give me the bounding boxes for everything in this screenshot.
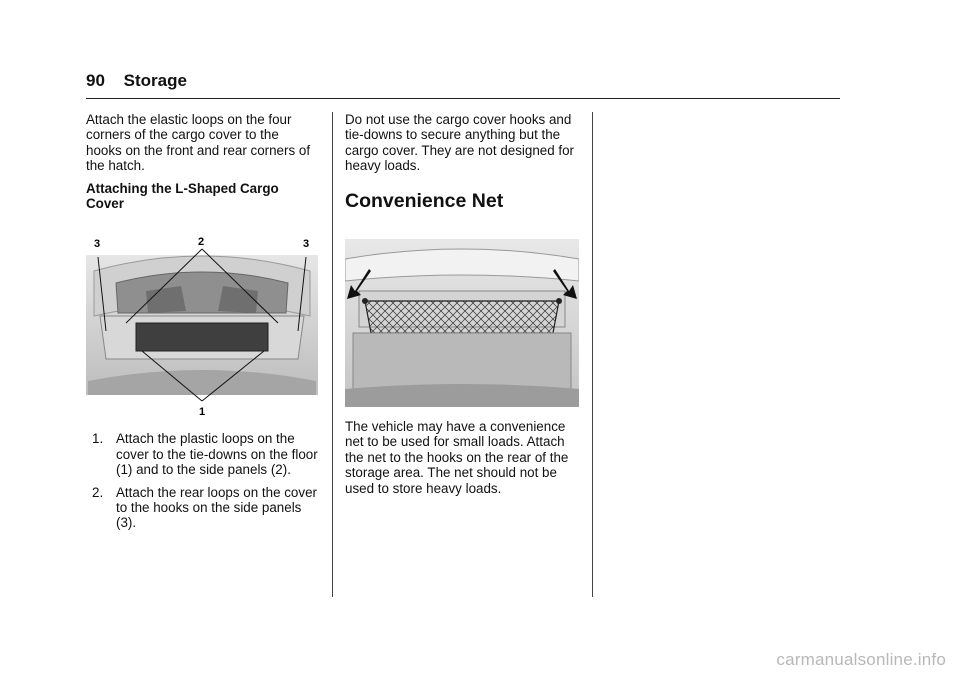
step-text: Attach the plastic loops on the cover to the tie-downs on the floor (1) and to the side panels (2).: [116, 431, 318, 478]
convenience-net-figure: [345, 239, 579, 407]
steps-list: [86, 431, 318, 530]
section-heading: Convenience Net: [345, 189, 504, 212]
watermark: carmanualsonline.info: [776, 650, 946, 669]
subheading: Attaching the L-Shaped Cargo Cover: [86, 180, 279, 212]
column-middle: [345, 112, 583, 503]
step-number: 2.: [92, 484, 104, 500]
step-text: Attach the rear loops on the cover to the hooks on the side panels (3).: [116, 484, 317, 531]
step-item: [86, 485, 318, 531]
step-number: 1.: [92, 431, 104, 447]
cargo-cover-illustration: [86, 231, 318, 419]
cargo-cover-figure: [86, 231, 318, 419]
column-divider-right: [592, 112, 593, 597]
net-description: The vehicle may have a convenience net to be used for small loads. Attach the net to the hooks on the rear of the storage area. The net should not be used to store heavy loads.: [345, 419, 569, 496]
section-title: Storage: [123, 71, 187, 90]
warning-paragraph: Do not use the cargo cover hooks and tie-downs to secure anything but the cargo cover. They are not designed for heavy loads.: [345, 112, 575, 174]
column-left: [86, 112, 318, 538]
intro-paragraph: Attach the elastic loops on the four corners of the cargo cover to the hooks on the front and rear corners of the hatch.: [86, 112, 311, 174]
header-rule: [86, 98, 840, 99]
convenience-net-illustration: [345, 239, 579, 407]
column-divider-left: [332, 112, 333, 597]
callout-2: 2: [198, 236, 205, 249]
callout-3-left: 3: [94, 238, 101, 251]
page-number: 90: [86, 71, 105, 90]
callout-3-right: 3: [303, 238, 310, 251]
callout-1: 1: [199, 406, 206, 419]
step-item: [86, 431, 318, 477]
page-header: [86, 71, 187, 91]
